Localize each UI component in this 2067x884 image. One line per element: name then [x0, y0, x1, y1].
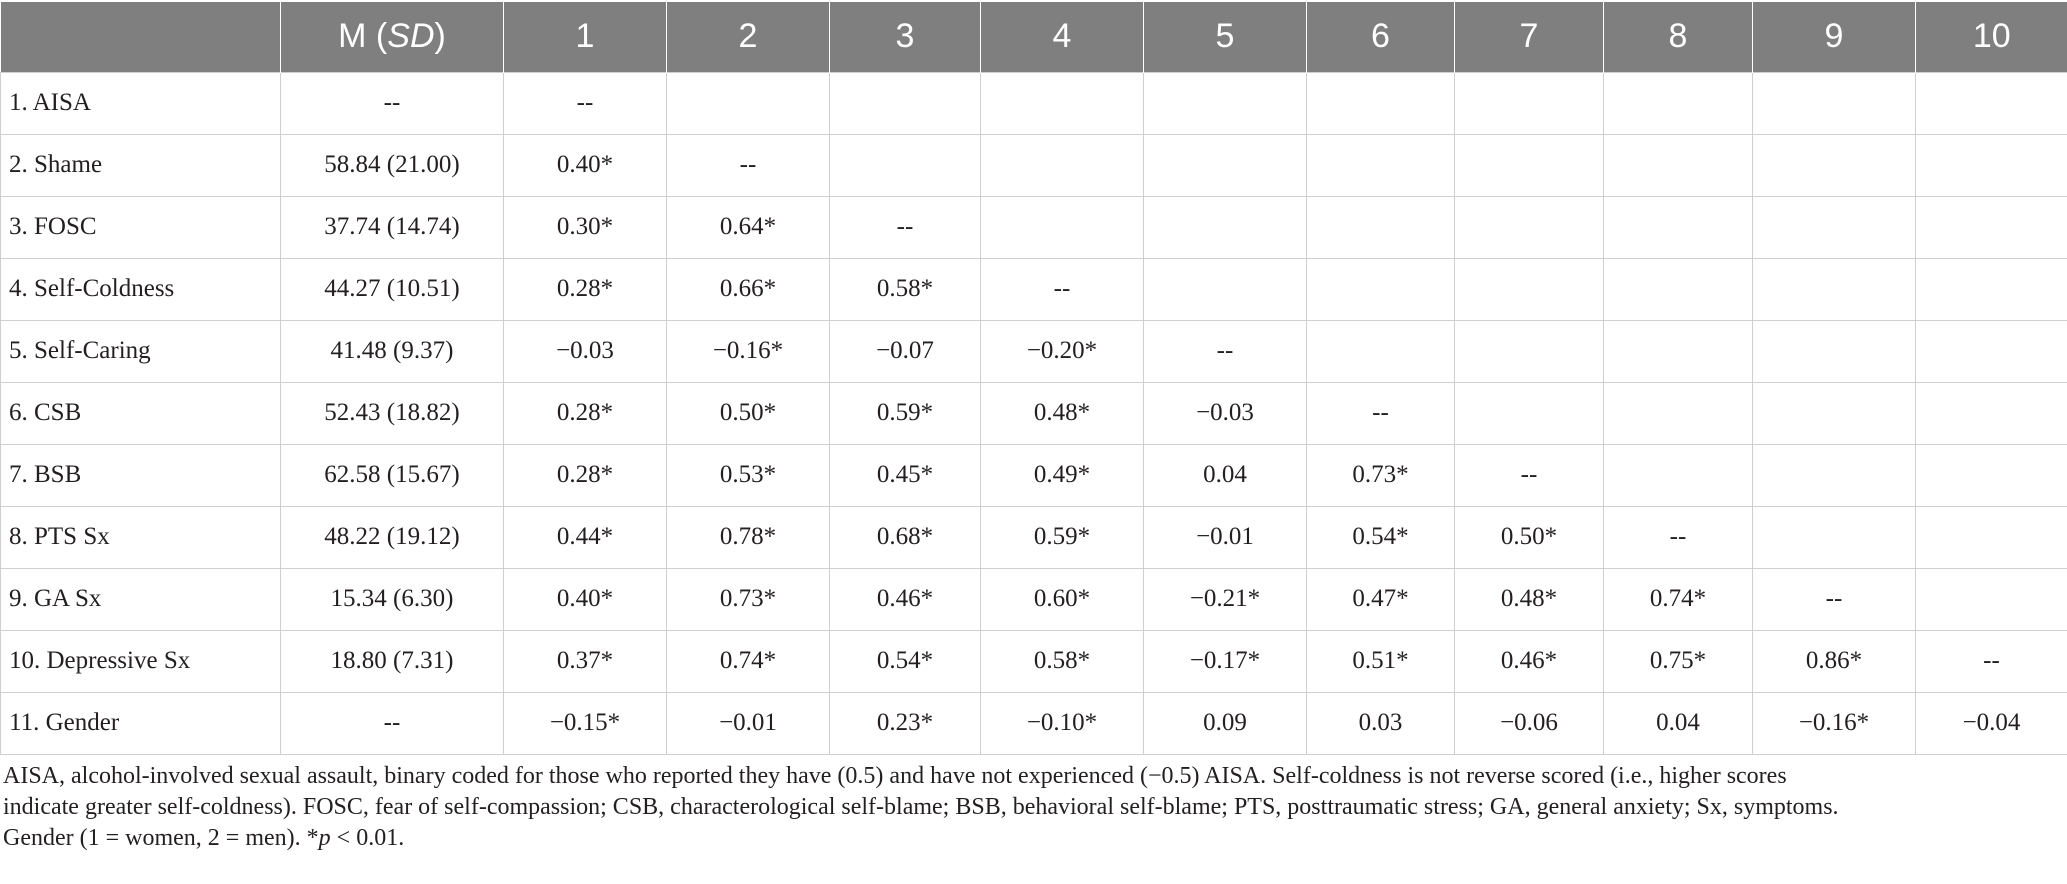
cell-correlation: −0.16* — [667, 320, 830, 382]
cell-correlation — [1916, 134, 2067, 196]
row-label: 4. Self-Coldness — [1, 258, 281, 320]
cell-correlation — [1753, 72, 1916, 134]
table-row — [1, 692, 2067, 754]
cell-correlation: −0.04 — [1916, 692, 2067, 754]
cell-correlation: 0.54* — [1307, 506, 1455, 568]
table-note — [3, 761, 2053, 854]
cell-correlation — [1144, 134, 1307, 196]
cell-correlation — [1604, 258, 1753, 320]
cell-correlation — [1753, 506, 1916, 568]
cell-correlation: −0.03 — [504, 320, 667, 382]
cell-mean-sd: 58.84 (21.00) — [281, 134, 504, 196]
header-col-5: 5 — [1144, 2, 1307, 72]
cell-correlation — [981, 72, 1144, 134]
note-p-symbol: p — [318, 825, 331, 851]
cell-correlation — [1307, 196, 1455, 258]
cell-correlation: 0.28* — [504, 444, 667, 506]
cell-correlation: 0.50* — [667, 382, 830, 444]
cell-correlation: 0.58* — [830, 258, 981, 320]
cell-mean-sd: 41.48 (9.37) — [281, 320, 504, 382]
cell-correlation: 0.03 — [1307, 692, 1455, 754]
cell-correlation — [1144, 72, 1307, 134]
cell-correlation: 0.59* — [981, 506, 1144, 568]
header-msd-sd: SD — [387, 17, 435, 56]
cell-correlation: −0.20* — [981, 320, 1144, 382]
header-col-8: 8 — [1604, 2, 1753, 72]
cell-mean-sd: 18.80 (7.31) — [281, 630, 504, 692]
cell-correlation: 0.73* — [667, 568, 830, 630]
cell-mean-sd: 52.43 (18.82) — [281, 382, 504, 444]
cell-correlation: 0.50* — [1455, 506, 1604, 568]
header-col-6: 6 — [1307, 2, 1455, 72]
cell-correlation — [1455, 134, 1604, 196]
cell-correlation — [1307, 134, 1455, 196]
row-label: 2. Shame — [1, 134, 281, 196]
cell-correlation: 0.48* — [981, 382, 1144, 444]
cell-correlation — [1753, 382, 1916, 444]
cell-correlation — [1753, 196, 1916, 258]
header-row — [1, 2, 2067, 72]
table-row — [1, 72, 2067, 134]
header-col-7: 7 — [1455, 2, 1604, 72]
cell-correlation: 0.68* — [830, 506, 981, 568]
cell-correlation: −0.07 — [830, 320, 981, 382]
header-col-4: 4 — [981, 2, 1144, 72]
cell-correlation: −0.03 — [1144, 382, 1307, 444]
table-row — [1, 134, 2067, 196]
cell-correlation: −0.16* — [1753, 692, 1916, 754]
cell-correlation — [1307, 72, 1455, 134]
cell-correlation: -- — [1604, 506, 1753, 568]
cell-correlation: −0.10* — [981, 692, 1144, 754]
cell-correlation — [1753, 320, 1916, 382]
cell-correlation: −0.17* — [1144, 630, 1307, 692]
header-col-1: 1 — [504, 2, 667, 72]
header-variable — [1, 2, 281, 72]
cell-correlation — [1604, 444, 1753, 506]
cell-correlation: 0.23* — [830, 692, 981, 754]
cell-correlation: −0.06 — [1455, 692, 1604, 754]
cell-correlation — [1604, 134, 1753, 196]
cell-correlation: 0.30* — [504, 196, 667, 258]
note-line-1: AISA, alcohol-involved sexual assault, binary coded for those who reported they have (0.5) and have not experienced (−0.5) AISA. Self-coldness is not reverse scored (i.e., higher scores — [3, 763, 1787, 789]
note-line-3 — [3, 823, 2053, 854]
cell-correlation: 0.44* — [504, 506, 667, 568]
cell-correlation: -- — [1916, 630, 2067, 692]
cell-correlation: 0.49* — [981, 444, 1144, 506]
cell-correlation — [1916, 258, 2067, 320]
cell-correlation — [1753, 134, 1916, 196]
cell-mean-sd: 15.34 (6.30) — [281, 568, 504, 630]
row-label: 10. Depressive Sx — [1, 630, 281, 692]
cell-correlation — [1604, 196, 1753, 258]
cell-correlation: 0.78* — [667, 506, 830, 568]
table-row — [1, 444, 2067, 506]
cell-mean-sd: -- — [281, 692, 504, 754]
cell-correlation: 0.75* — [1604, 630, 1753, 692]
cell-correlation — [667, 72, 830, 134]
cell-correlation: 0.28* — [504, 258, 667, 320]
table-row — [1, 568, 2067, 630]
cell-correlation: 0.37* — [504, 630, 667, 692]
row-label: 1. AISA — [1, 72, 281, 134]
cell-correlation: -- — [667, 134, 830, 196]
row-label: 5. Self-Caring — [1, 320, 281, 382]
cell-correlation: 0.59* — [830, 382, 981, 444]
cell-correlation — [1753, 258, 1916, 320]
cell-correlation — [981, 134, 1144, 196]
cell-correlation — [1604, 320, 1753, 382]
cell-correlation — [1455, 196, 1604, 258]
cell-correlation: -- — [830, 196, 981, 258]
cell-correlation — [1916, 382, 2067, 444]
cell-correlation: 0.04 — [1144, 444, 1307, 506]
cell-correlation — [1916, 568, 2067, 630]
row-label: 11. Gender — [1, 692, 281, 754]
cell-correlation — [981, 196, 1144, 258]
cell-correlation — [1455, 258, 1604, 320]
cell-correlation — [1916, 196, 2067, 258]
cell-correlation — [1307, 258, 1455, 320]
note-line-2: indicate greater self-coldness). FOSC, fear of self-compassion; CSB, characterological self-blame; BSB, behavioral self-blame; PTS, posttraumatic stress; GA, general anxiety; Sx, symptoms. — [3, 794, 1839, 820]
cell-mean-sd: -- — [281, 72, 504, 134]
header-col-10: 10 — [1916, 2, 2067, 72]
header-col-2: 2 — [667, 2, 830, 72]
header-msd: M (SD) — [281, 2, 504, 72]
cell-correlation: 0.48* — [1455, 568, 1604, 630]
cell-correlation: 0.46* — [830, 568, 981, 630]
cell-correlation: 0.60* — [981, 568, 1144, 630]
cell-correlation — [1307, 320, 1455, 382]
table-body — [1, 72, 2067, 754]
cell-correlation: 0.09 — [1144, 692, 1307, 754]
cell-correlation: 0.73* — [1307, 444, 1455, 506]
cell-mean-sd: 37.74 (14.74) — [281, 196, 504, 258]
table-row — [1, 258, 2067, 320]
cell-correlation: −0.01 — [667, 692, 830, 754]
cell-correlation: 0.64* — [667, 196, 830, 258]
cell-correlation: 0.45* — [830, 444, 981, 506]
cell-correlation — [1753, 444, 1916, 506]
cell-correlation — [1604, 72, 1753, 134]
note-significance: < 0.01. — [330, 825, 405, 851]
cell-correlation — [1144, 196, 1307, 258]
cell-correlation: −0.15* — [504, 692, 667, 754]
row-label: 7. BSB — [1, 444, 281, 506]
cell-mean-sd: 44.27 (10.51) — [281, 258, 504, 320]
cell-correlation — [1455, 382, 1604, 444]
cell-correlation — [1455, 320, 1604, 382]
cell-correlation — [1916, 444, 2067, 506]
cell-correlation: 0.47* — [1307, 568, 1455, 630]
cell-correlation: -- — [1455, 444, 1604, 506]
row-label: 8. PTS Sx — [1, 506, 281, 568]
note-gender-coding: Gender (1 = women, 2 = men). * — [3, 825, 319, 851]
cell-correlation: 0.66* — [667, 258, 830, 320]
cell-mean-sd: 62.58 (15.67) — [281, 444, 504, 506]
cell-correlation: 0.51* — [1307, 630, 1455, 692]
cell-mean-sd: 48.22 (19.12) — [281, 506, 504, 568]
table-row — [1, 320, 2067, 382]
cell-correlation — [1916, 320, 2067, 382]
row-label: 3. FOSC — [1, 196, 281, 258]
cell-correlation: 0.40* — [504, 568, 667, 630]
cell-correlation: 0.04 — [1604, 692, 1753, 754]
table-row — [1, 506, 2067, 568]
table-row — [1, 196, 2067, 258]
cell-correlation: -- — [1753, 568, 1916, 630]
cell-correlation — [1144, 258, 1307, 320]
cell-correlation — [1455, 72, 1604, 134]
cell-correlation: 0.28* — [504, 382, 667, 444]
header-col-9: 9 — [1753, 2, 1916, 72]
cell-correlation: −0.21* — [1144, 568, 1307, 630]
cell-correlation: 0.54* — [830, 630, 981, 692]
cell-correlation: -- — [1144, 320, 1307, 382]
cell-correlation — [1916, 506, 2067, 568]
cell-correlation: 0.46* — [1455, 630, 1604, 692]
table-header — [1, 2, 2067, 72]
cell-correlation: -- — [504, 72, 667, 134]
cell-correlation: 0.74* — [1604, 568, 1753, 630]
cell-correlation: 0.86* — [1753, 630, 1916, 692]
cell-correlation — [830, 72, 981, 134]
row-label: 6. CSB — [1, 382, 281, 444]
cell-correlation — [830, 134, 981, 196]
cell-correlation: -- — [981, 258, 1144, 320]
cell-correlation — [1916, 72, 2067, 134]
cell-correlation: −0.01 — [1144, 506, 1307, 568]
cell-correlation: -- — [1307, 382, 1455, 444]
header-col-3: 3 — [830, 2, 981, 72]
correlation-table — [0, 2, 2067, 755]
cell-correlation: 0.74* — [667, 630, 830, 692]
cell-correlation — [1604, 382, 1753, 444]
cell-correlation: 0.53* — [667, 444, 830, 506]
cell-correlation: 0.58* — [981, 630, 1144, 692]
row-label: 9. GA Sx — [1, 568, 281, 630]
table-row — [1, 630, 2067, 692]
cell-correlation: 0.40* — [504, 134, 667, 196]
header-msd-mean: M — [338, 17, 367, 56]
table-row — [1, 382, 2067, 444]
